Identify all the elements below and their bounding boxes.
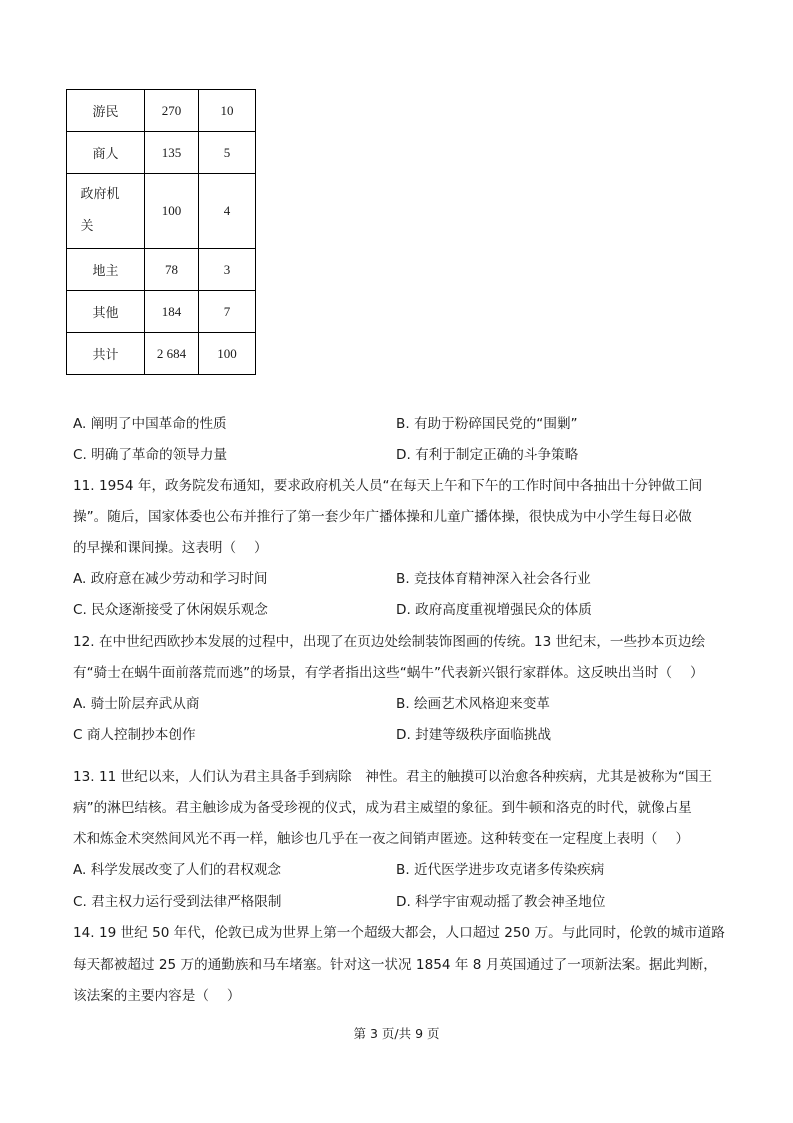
table-row (67, 174, 256, 249)
table-cell: 地主 (67, 249, 145, 291)
table-cell: 7 (199, 291, 256, 333)
table-cell: 5 (199, 132, 256, 174)
q11-option-b: B. 竞技体育精神深入社会各行业 (396, 571, 591, 587)
data-table (66, 89, 256, 375)
q13-stem-line-2: 病”的淋巴结核。君主触诊成为备受珍视的仪式，成为君主威望的象征。到牛顿和洛克的时代，就像占星 (73, 800, 692, 816)
q12-stem-line-2: 有“骑士在蜗牛面前落荒而逃”的场景，有学者指出这些“蜗牛”代表新兴银行家群体。这反映出当时（ ） (73, 665, 704, 681)
page-footer: 第 3 页/共 9 页 (353, 1026, 440, 1041)
table-cell: 100 (199, 333, 256, 375)
q12-option-d: D. 封建等级秩序面临挑战 (396, 727, 552, 743)
q10-option-c: C. 明确了革命的领导力量 (73, 447, 228, 463)
q11-option-a: A. 政府意在减少劳动和学习时间 (73, 571, 268, 587)
q12-option-c: C 商人控制抄本创作 (73, 727, 196, 743)
table-cell: 3 (199, 249, 256, 291)
q11-stem-line-3: 的早操和课间操。这表明（ ） (73, 540, 268, 556)
table-cell: 270 (145, 90, 199, 132)
q14-stem-line-3: 该法案的主要内容是（ ） (73, 988, 241, 1004)
table-row (67, 249, 256, 291)
q14-stem-line-1: 14. 19 世纪 50 年代，伦敦已成为世界上第一个超级大都会，人口超过 250 万。与此同时，伦敦的城市道路 (73, 925, 725, 941)
table-row (67, 90, 256, 132)
table-cell: 共计 (67, 333, 145, 375)
table-cell: 商人 (67, 132, 145, 174)
wrapped-cell-text (81, 179, 131, 243)
table-cell: 78 (145, 249, 199, 291)
table-row (67, 132, 256, 174)
table-cell: 135 (145, 132, 199, 174)
q10-option-a: A. 阐明了中国革命的性质 (73, 416, 227, 432)
q13-option-a: A. 科学发展改变了人们的君权观念 (73, 862, 282, 878)
q10-option-b: B. 有助于粉碎国民党的“围剿” (396, 416, 578, 432)
q13-option-d: D. 科学宇宙观动摇了教会神圣地位 (396, 894, 606, 910)
q11-option-c: C. 民众逐渐接受了休闲娱乐观念 (73, 602, 268, 618)
cell-text-line-2: 关 (80, 219, 94, 234)
q14-stem-line-2: 每天都被超过 25 万的通勤族和马车堵塞。针对这一状况 1854 年 8 月英国通过了一项新法案。据此判断， (73, 957, 717, 973)
q13-option-b: B. 近代医学进步攻克诸多传染疾病 (396, 862, 605, 878)
table-cell (67, 174, 145, 249)
q11-stem-line-2: 操”。随后，国家体委也公布并推行了第一套少年广播体操和儿童广播体操，很快成为中小学生每日必做 (73, 509, 692, 525)
cell-text-line-1: 政府机 (80, 187, 120, 202)
q12-stem-line-1: 12. 在中世纪西欧抄本发展的过程中，出现了在页边处绘制装饰图画的传统。13 世纪末，一些抄本页边绘 (73, 634, 706, 650)
q13-stem-line-3: 术和炼金术突然间风光不再一样，触诊也几乎在一夜之间销声匿迹。这种转变在一定程度上表明（ ） (73, 831, 690, 847)
q11-option-d: D. 政府高度重视增强民众的体质 (396, 602, 592, 618)
table-cell: 10 (199, 90, 256, 132)
q13-stem-line-1: 13. 11 世纪以来，人们认为君主具备手到病除 神性。君主的触摸可以治愈各种疾病，尤其是被称为“国王 (73, 769, 713, 785)
q13-option-c: C. 君主权力运行受到法律严格限制 (73, 894, 282, 910)
table-cell: 100 (145, 174, 199, 249)
table-cell: 4 (199, 174, 256, 249)
table-row (67, 291, 256, 333)
q11-stem-line-1: 11. 1954 年，政务院发布通知，要求政府机关人员“在每天上午和下午的工作时间中各抽出十分钟做工间 (73, 478, 703, 494)
table-cell: 游民 (67, 90, 145, 132)
q10-option-d: D. 有利于制定正确的斗争策略 (396, 447, 579, 463)
table-row (67, 333, 256, 375)
table-cell: 其他 (67, 291, 145, 333)
q12-option-a: A. 骑士阶层弃武从商 (73, 696, 200, 712)
table-cell: 184 (145, 291, 199, 333)
table-cell: 2 684 (145, 333, 199, 375)
q12-option-b: B. 绘画艺术风格迎来变革 (396, 696, 550, 712)
